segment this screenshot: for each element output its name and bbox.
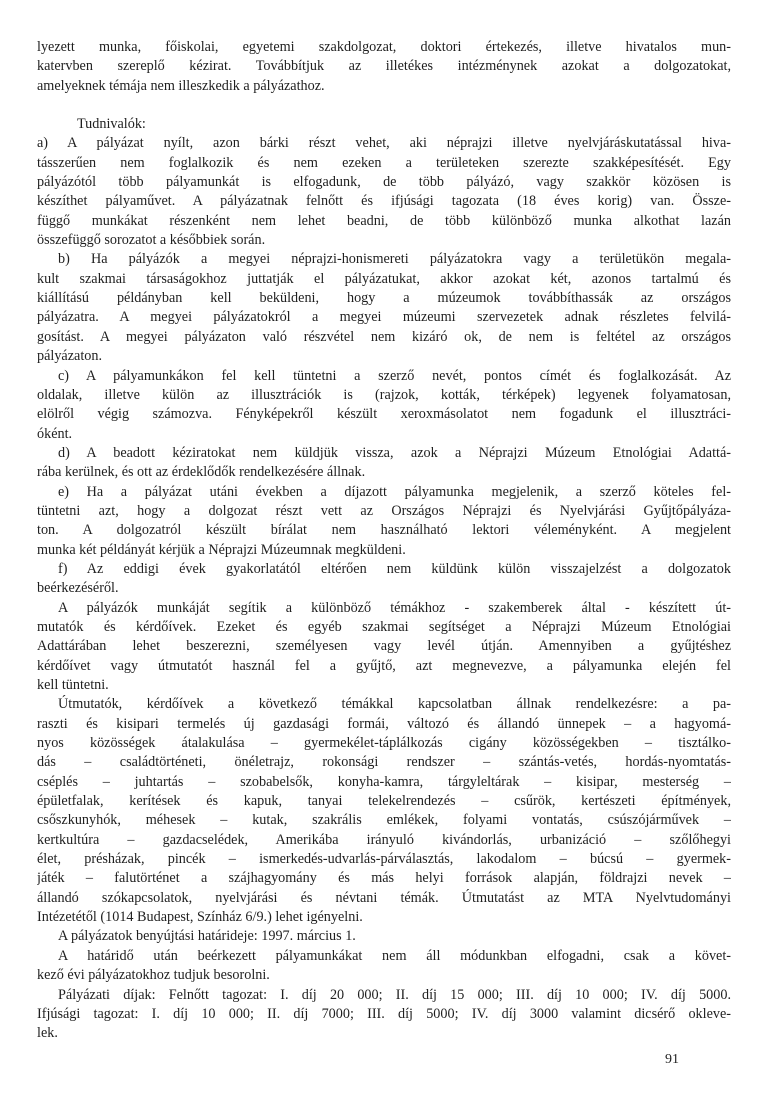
document-body bbox=[37, 38, 731, 1044]
body-line: nyos közösségek átalakulása – gyermekélet-táplálkozás cigány közösségekben – tisztálko- bbox=[37, 735, 731, 752]
body-line: játék – falutörténet a szájhagyomány és más helyi források alapján, földrajzi nevek – bbox=[37, 870, 731, 887]
body-line: oldalak, illetve külön az illusztrációk is (rajzok, kották, térképek) legyenek folyamatosan, bbox=[37, 386, 731, 403]
body-line: d) A beadott kéziratokat nem küldjük vissza, azok a Néprajzi Múzeum Etnológiai Adattá- bbox=[58, 444, 731, 461]
body-line: tüntetni azt, hogy a dolgozat részt vett az Országos Néprajzi és Nyelvjárási Gyűjtőpályáza- bbox=[37, 502, 731, 519]
body-line: kertkultúra – gazdacselédek, Amerikába irányuló kivándorlás, urbanizáció – szőlőhegyi bbox=[37, 831, 731, 848]
body-line: állandó szókapcsolatok, nyelvjárási és névtani témák. Útmutatást az MTA Nyelvtudományi bbox=[37, 889, 731, 906]
body-line: pályázaton. bbox=[37, 348, 102, 365]
deadline-line: A pályázatok benyújtási határideje: 1997. március 1. bbox=[58, 928, 356, 945]
body-line: kező évi pályázatokhoz tudjuk besorolni. bbox=[37, 967, 270, 984]
body-line: kult szakmai társaságokhoz juttatják el pályázatukat, akkor azokat két, azonos tartalmú és bbox=[37, 270, 731, 287]
body-line: Intézetétől (1014 Budapest, Színház 6/9.) lehet igényelni. bbox=[37, 909, 363, 926]
body-line: raszti és kisipari termelés új gazdasági formái, változó és állandó ünnepek – a hagyomá- bbox=[37, 715, 731, 732]
body-line: kell tüntetni. bbox=[37, 677, 109, 693]
body-line: elölről végig számozva. Fényképekről készült xeroxmásolatot nem fogadunk el illusztráci- bbox=[37, 406, 731, 423]
body-line: katervben szereplő kézirat. Továbbítjuk az illetékes intézménynek azokat a dolgozatokat, bbox=[37, 58, 731, 75]
prize-line: Pályázati díjak: Felnőtt tagozat: I. díj 20 000; II. díj 15 000; III. díj 10 000; IV. díj 5000. bbox=[58, 986, 731, 1003]
page-number: 91 bbox=[665, 1052, 679, 1067]
body-line: Adattárában lehet beszerezni, személyesen vagy levél útján. Amennyiben a gyűjtéshez bbox=[37, 638, 731, 655]
paragraph-gap bbox=[37, 96, 731, 115]
body-line: amelyeknek témája nem illeszkedik a pályázathoz. bbox=[37, 77, 325, 94]
body-line: A pályázók munkáját segítik a különböző témákhoz - szakemberek által - készített út- bbox=[58, 599, 731, 616]
body-line: rába kerülnek, és ott az érdeklődők rendelkezésére állnak. bbox=[37, 464, 366, 481]
body-line: pályázatra. A megyei pályázatokról a megyei múzeumi szervezetek adnak részletes felvilá- bbox=[37, 309, 731, 326]
body-line: mutatók és kérdőívek. Ezeket és egyéb szakmai segítséget a Néprajzi Múzeum Etnológiai bbox=[37, 618, 731, 635]
body-line: ton. A dolgozatról készült bírálat nem használható lektori véleményként. A megjelent bbox=[37, 522, 731, 539]
body-line: A határidő után beérkezett pályamunkákat nem áll módunkban elfogadni, csak a követ- bbox=[58, 947, 731, 964]
body-line: épületfalak, kerítések és kapuk, tanyai telekelrendezés – csűrök, kertészeti építmények, bbox=[37, 793, 731, 810]
section-heading: Tudnivalók: bbox=[77, 116, 146, 133]
body-line: tásszerűen nem foglalkozik és nem ezeken a területeken szerezte szakképesítését. Egy bbox=[37, 154, 731, 171]
body-line: kérdőívet vagy útmutatót használ fel a gyűjtő, azt megnevezve, a pályamunka elején fel bbox=[37, 657, 731, 674]
body-line: f) Az eddigi évek gyakorlatától eltérően nem küldünk külön visszajelzést a dolgozatok bbox=[58, 560, 731, 577]
body-line: óként. bbox=[37, 425, 73, 442]
body-line: kiállítású példányban kell beküldeni, hogy a múzeumok továbbíthassák az országos bbox=[37, 290, 731, 307]
body-line: összefüggő sorozatot a későbbiek során. bbox=[37, 232, 266, 249]
body-line: élet, présházak, pincék – ismerkedés-udvarlás-párválasztás, lakodalom – búcsú – gyermek- bbox=[37, 851, 731, 868]
prize-line: Ifjúsági tagozat: I. díj 10 000; II. díj 7000; III. díj 5000; IV. díj 3000 valamint dicsérő okleve- bbox=[37, 1005, 731, 1022]
body-line: cséplés – juhtartás – szobabelsők, konyha-kamra, tárgyleltárak – kisipar, mesterség – bbox=[37, 773, 731, 790]
body-line: Útmutatók, kérdőívek a következő témákkal kapcsolatban állnak rendelkezésre: a pa- bbox=[58, 696, 731, 713]
body-line: csőszkunyhók, méhesek – kutak, szakrális emlékek, folyami vontatás, csúszójárművek – bbox=[37, 812, 731, 829]
body-line: munka két példányát kérjük a Néprajzi Múzeumnak megküldeni. bbox=[37, 541, 406, 558]
body-line: készíthet pályaművet. A pályázatnak felnőtt és ifjúsági tagozata (18 éves korig) van. Össze- bbox=[37, 193, 731, 210]
body-line: pályázótól több pályamunkát is elfogadunk, de több pályázó, vagy szakkör közösen is bbox=[37, 174, 731, 191]
body-line: dás – családtörténeti, önéletrajz, rokonsági rendszer – szántás-vetés, hordás-nyomtatás- bbox=[37, 754, 731, 771]
body-line: e) Ha a pályázat utáni években a díjazott pályamunka megjelenik, a szerző köteles fel- bbox=[58, 483, 731, 500]
body-line: b) Ha pályázók a megyei néprajzi-honismereti pályázatokra vagy a területükön megala- bbox=[58, 251, 731, 268]
prize-line: lek. bbox=[37, 1025, 58, 1042]
body-line: beérkezéséről. bbox=[37, 580, 119, 597]
body-line: függő munkákat részenként nem lehet beadni, de több különböző munka alkothat lazán bbox=[37, 212, 731, 229]
body-line: a) A pályázat nyílt, azon bárki részt vehet, aki néprajzi illetve nyelvjáráskutatással hiva- bbox=[37, 135, 731, 152]
body-line: c) A pályamunkákon fel kell tüntetni a szerző nevét, pontos címét és foglalkozását. Az bbox=[58, 367, 731, 384]
body-line: lyezett munka, főiskolai, egyetemi szakdolgozat, doktori értekezés, illetve hivatalos mun- bbox=[37, 39, 731, 55]
body-line: gosítást. A megyei pályázaton való részvétel nem kizáró ok, de nem is feltétel az országos bbox=[37, 328, 731, 345]
